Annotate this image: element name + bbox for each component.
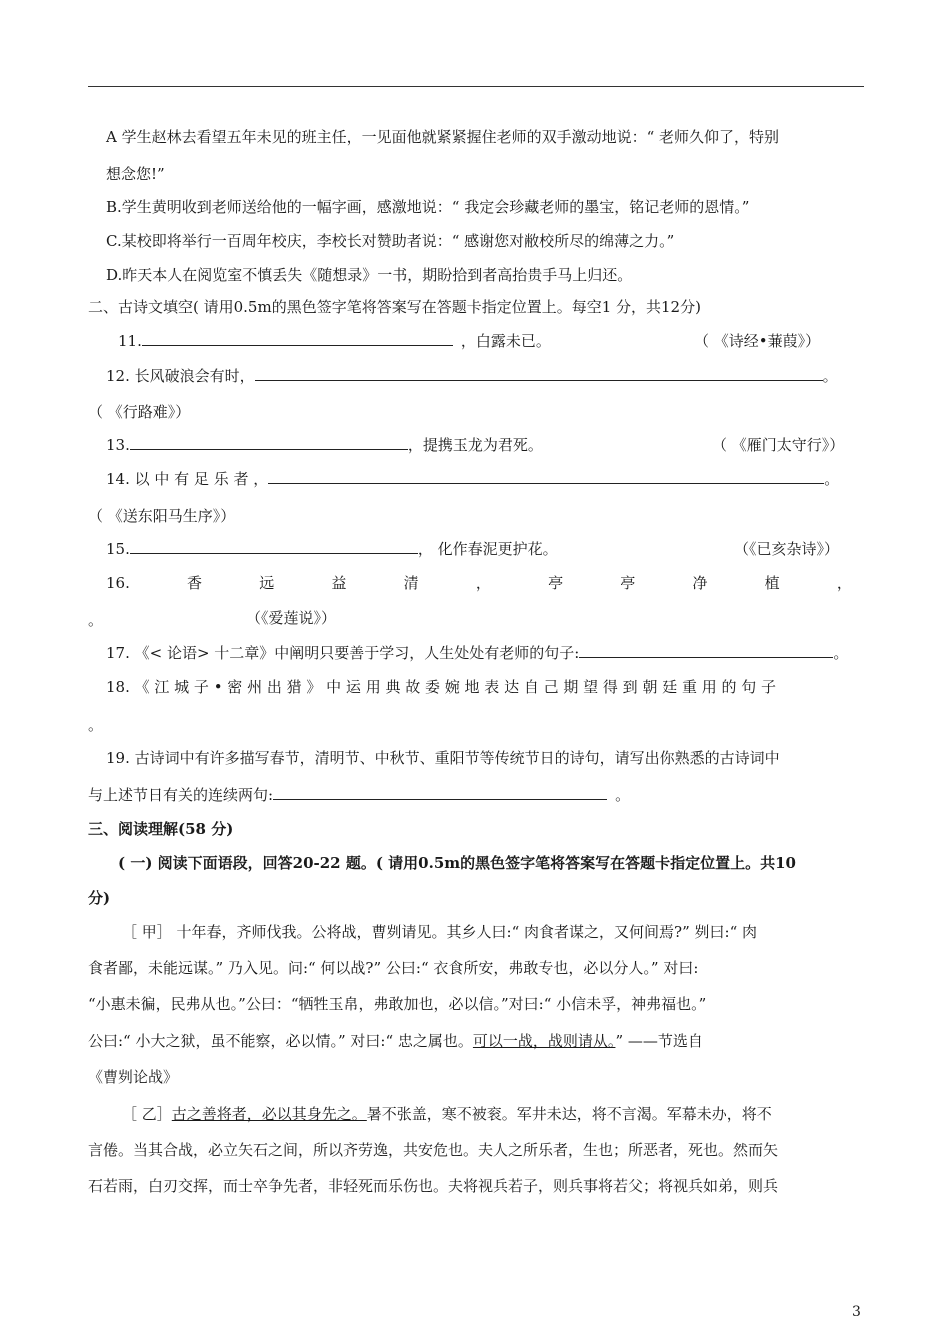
choice-d: D.昨天本人在阅览室不慎丢失《随想录》一书，期盼拾到者高抬贵手马上归还。 xyxy=(106,266,633,284)
q18-line1: 18. 《 江 城 子 • 密 州 出 猎 》 中 运 用 典 故 委 婉 地 表 达 自 己 期 望 得 到 朝 廷 重 用 的 句 子 xyxy=(106,678,777,696)
choice-b: B.学生黄明收到老师送给他的一幅字画，感激地说：“ 我定会珍藏老师的墨宝，铭记老师的恩情。” xyxy=(106,198,750,216)
passage-yi-line2: 言倦。当其合战，必立矢石之间，所以齐劳逸，共安危也。夫人之所乐者，生也；所恶者，死也。然而矢 xyxy=(88,1141,779,1159)
choice-c: C.某校即将举行一百周年校庆，李校长对赞助者说：“ 感谢您对敝校所尽的绵薄之力。” xyxy=(106,232,675,250)
q16-char: 远 xyxy=(259,574,275,592)
q16-char: 益 xyxy=(331,574,347,592)
passage-jia-line4-post: ” ——节选自 xyxy=(615,1032,703,1050)
q13-text: ，提携玉龙为君死。 xyxy=(407,436,543,454)
passage-yi-label: ［ 乙］ xyxy=(122,1105,172,1123)
q11-answer-blank[interactable] xyxy=(142,331,453,346)
passage-jia-line4 xyxy=(88,1031,703,1051)
subsection1-line1: ( 一) 阅读下面语段，回答20-22 题。( 请用0.5m的黑色签字笔将答案写在答题卡指定位置上。共10 xyxy=(118,854,796,872)
q12-source: （ 《行路难》） xyxy=(88,403,191,421)
q11-text: ，白露未已。 xyxy=(460,332,551,350)
section3-heading: 三、阅读理解(58 分) xyxy=(88,820,234,838)
subsection1-line2: 分) xyxy=(88,889,111,907)
q14-source: （ 《送东阳马生序》） xyxy=(88,507,236,525)
passage-yi-line3: 石若雨，白刃交挥，而士卒争先者，非轻死而乐伤也。夫将视兵若子，则兵事将若父；将视兵如弟，则兵 xyxy=(88,1177,779,1195)
q12-answer-blank[interactable] xyxy=(255,366,823,381)
q16-char: 香 xyxy=(187,574,203,592)
q14-end: 。 xyxy=(824,470,840,488)
passage-jia-line1: ［ 甲］ 十年春，齐师伐我。公将战，曹刿请见。其乡人曰:“ 肉食者谋之，又何间焉?” 刿曰:“ 肉 xyxy=(122,923,757,941)
q12-prefix: 12. 长风破浪会有时， xyxy=(106,367,255,385)
q19-line2 xyxy=(88,785,630,805)
q16-char: ， xyxy=(475,574,491,592)
q16-source: （《爱莲说》） xyxy=(246,609,337,627)
q12-end: 。 xyxy=(822,367,838,385)
q16-char: 植 xyxy=(764,574,780,592)
q11-number: 11. xyxy=(118,332,142,350)
passage-jia-line4-pre: 公曰:“ 小大之狱，虽不能察，必以情。” 对曰:“ 忠之属也。 xyxy=(88,1032,473,1050)
q15-source: （《已亥杂诗》） xyxy=(734,540,840,558)
q15-text: ， 化作春泥更护花。 xyxy=(417,540,558,558)
q17-answer-blank[interactable] xyxy=(579,643,833,658)
passage-jia-line3: “小惠未徧，民弗从也。”公曰：“牺牲玉帛，弗敢加也，必以信。”对曰:“ 小信未孚，神弗福也。” xyxy=(88,995,707,1013)
header-rule xyxy=(88,86,864,87)
q11 xyxy=(118,331,551,351)
page-number: 3 xyxy=(852,1304,861,1320)
q16-line xyxy=(106,573,852,593)
passage-yi-line1-post: 暑不张盖，寒不被衮。军井未达，将不言渴。军幕未办，将不 xyxy=(366,1105,772,1123)
underlined-sentence-jia: 可以一战，战则请从。 xyxy=(472,1032,616,1050)
choice-a-line1: A 学生赵林去看望五年未见的班主任，一见面他就紧紧握住老师的双手激动地说：“ 老师久仰了，特别 xyxy=(106,128,780,146)
q15-answer-blank[interactable] xyxy=(130,539,418,554)
q19-text: 与上述节日有关的连续两句: xyxy=(88,786,274,804)
q17 xyxy=(106,643,848,663)
q16-char: 亭 xyxy=(620,574,636,592)
choice-a-line2: 想念您!” xyxy=(106,165,165,183)
q13-number: 13. xyxy=(106,436,130,454)
q16-char: 亭 xyxy=(548,574,564,592)
underlined-sentence-yi: 古之善将者，必以其身先之。 xyxy=(171,1105,367,1123)
q11-source: （ 《诗经•蒹葭》） xyxy=(694,332,821,350)
q19-line1: 19. 古诗词中有许多描写春节，清明节、中秋节、重阳节等传统节日的诗句，请写出你熟悉的古诗词中 xyxy=(106,749,780,767)
q12 xyxy=(106,366,838,386)
q19-end: 。 xyxy=(615,786,631,804)
q16-char: 清 xyxy=(403,574,419,592)
q16-char: 16. xyxy=(106,574,130,592)
q17-end: 。 xyxy=(833,644,849,662)
q16-char: 净 xyxy=(692,574,708,592)
passage-jia-source: 《曹刿论战》 xyxy=(88,1068,179,1086)
passage-yi-line1 xyxy=(122,1104,772,1124)
q13 xyxy=(106,435,543,455)
q13-answer-blank[interactable] xyxy=(130,435,408,450)
q19-answer-blank[interactable] xyxy=(273,785,607,800)
section2-heading: 二、古诗文填空( 请用0.5m的黑色签字笔将答案写在答题卡指定位置上。每空1 分，共12分) xyxy=(88,298,701,316)
q15-number: 15. xyxy=(106,540,130,558)
q16-char: ， xyxy=(836,574,852,592)
q14 xyxy=(106,469,839,489)
q16-end: 。 xyxy=(88,611,104,629)
q13-source: （ 《雁门太守行》） xyxy=(712,436,845,454)
q14-answer-blank[interactable] xyxy=(268,469,824,484)
q15 xyxy=(106,539,558,559)
q17-text: 17. 《< 论语> 十二章》中阐明只要善于学习，人生处处有老师的句子: xyxy=(106,644,580,662)
q18-line2: 。 xyxy=(88,716,104,734)
q14-prefix: 14. 以 中 有 足 乐 者 ， xyxy=(106,470,269,488)
passage-jia-line2: 食者鄙，未能远谋。” 乃入见。问:“ 何以战?” 公曰:“ 衣食所安，弗敢专也，必以分人。” 对曰: xyxy=(88,959,699,977)
